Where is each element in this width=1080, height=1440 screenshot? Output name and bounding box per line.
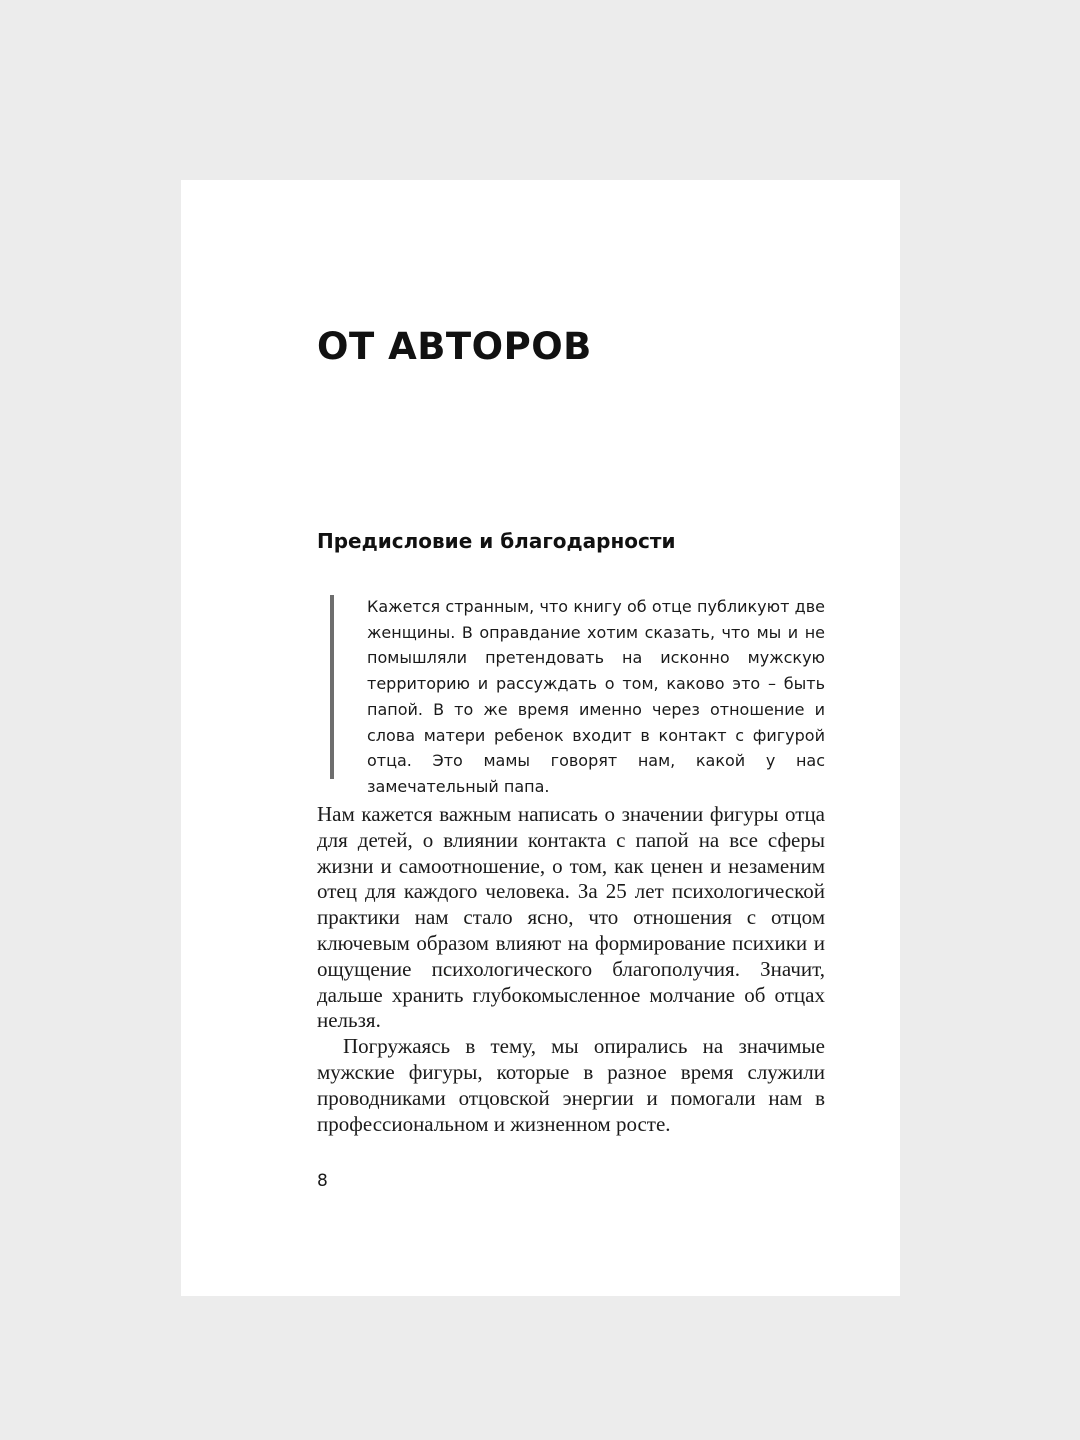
epigraph-bar (330, 595, 334, 779)
paragraph: Погружаясь в тему, мы опирались на значимые мужские фигуры, которые в разное время служили проводниками отцовской энергии и помогали нам в профессиональном и жизненном росте. (317, 1034, 825, 1136)
page-number: 8 (317, 1171, 328, 1191)
book-page (181, 180, 900, 1296)
chapter-title: ОТ АВТОРОВ (317, 325, 592, 368)
epigraph-text: Кажется странным, что книгу об отце публикуют две женщины. В оправдание хотим сказать, что мы и не помышляли претендовать на исконно мужскую территорию и рассуждать о том, каково это – быть папой. В то же время именно через отношение и слова матери ребенок входит в контакт с фигурой отца. Это мамы говорят нам, какой у нас замечательный папа. (367, 597, 825, 796)
paragraph: Нам кажется важным написать о значении фигуры отца для детей, о влиянии контакта с папой на все сферы жизни и самоотношение, о том, как ценен и незаменим отец для каждого человека. За 25 лет психологической практики нам стало ясно, что отношения с отцом ключевым образом влияют на формирование психики и ощущение психологического благополучия. Значит, дальше хранить глубокомысленное молчание об отцах нельзя. (317, 802, 825, 1033)
section-title: Предисловие и благодарности (317, 529, 676, 553)
body-text (317, 802, 825, 1137)
